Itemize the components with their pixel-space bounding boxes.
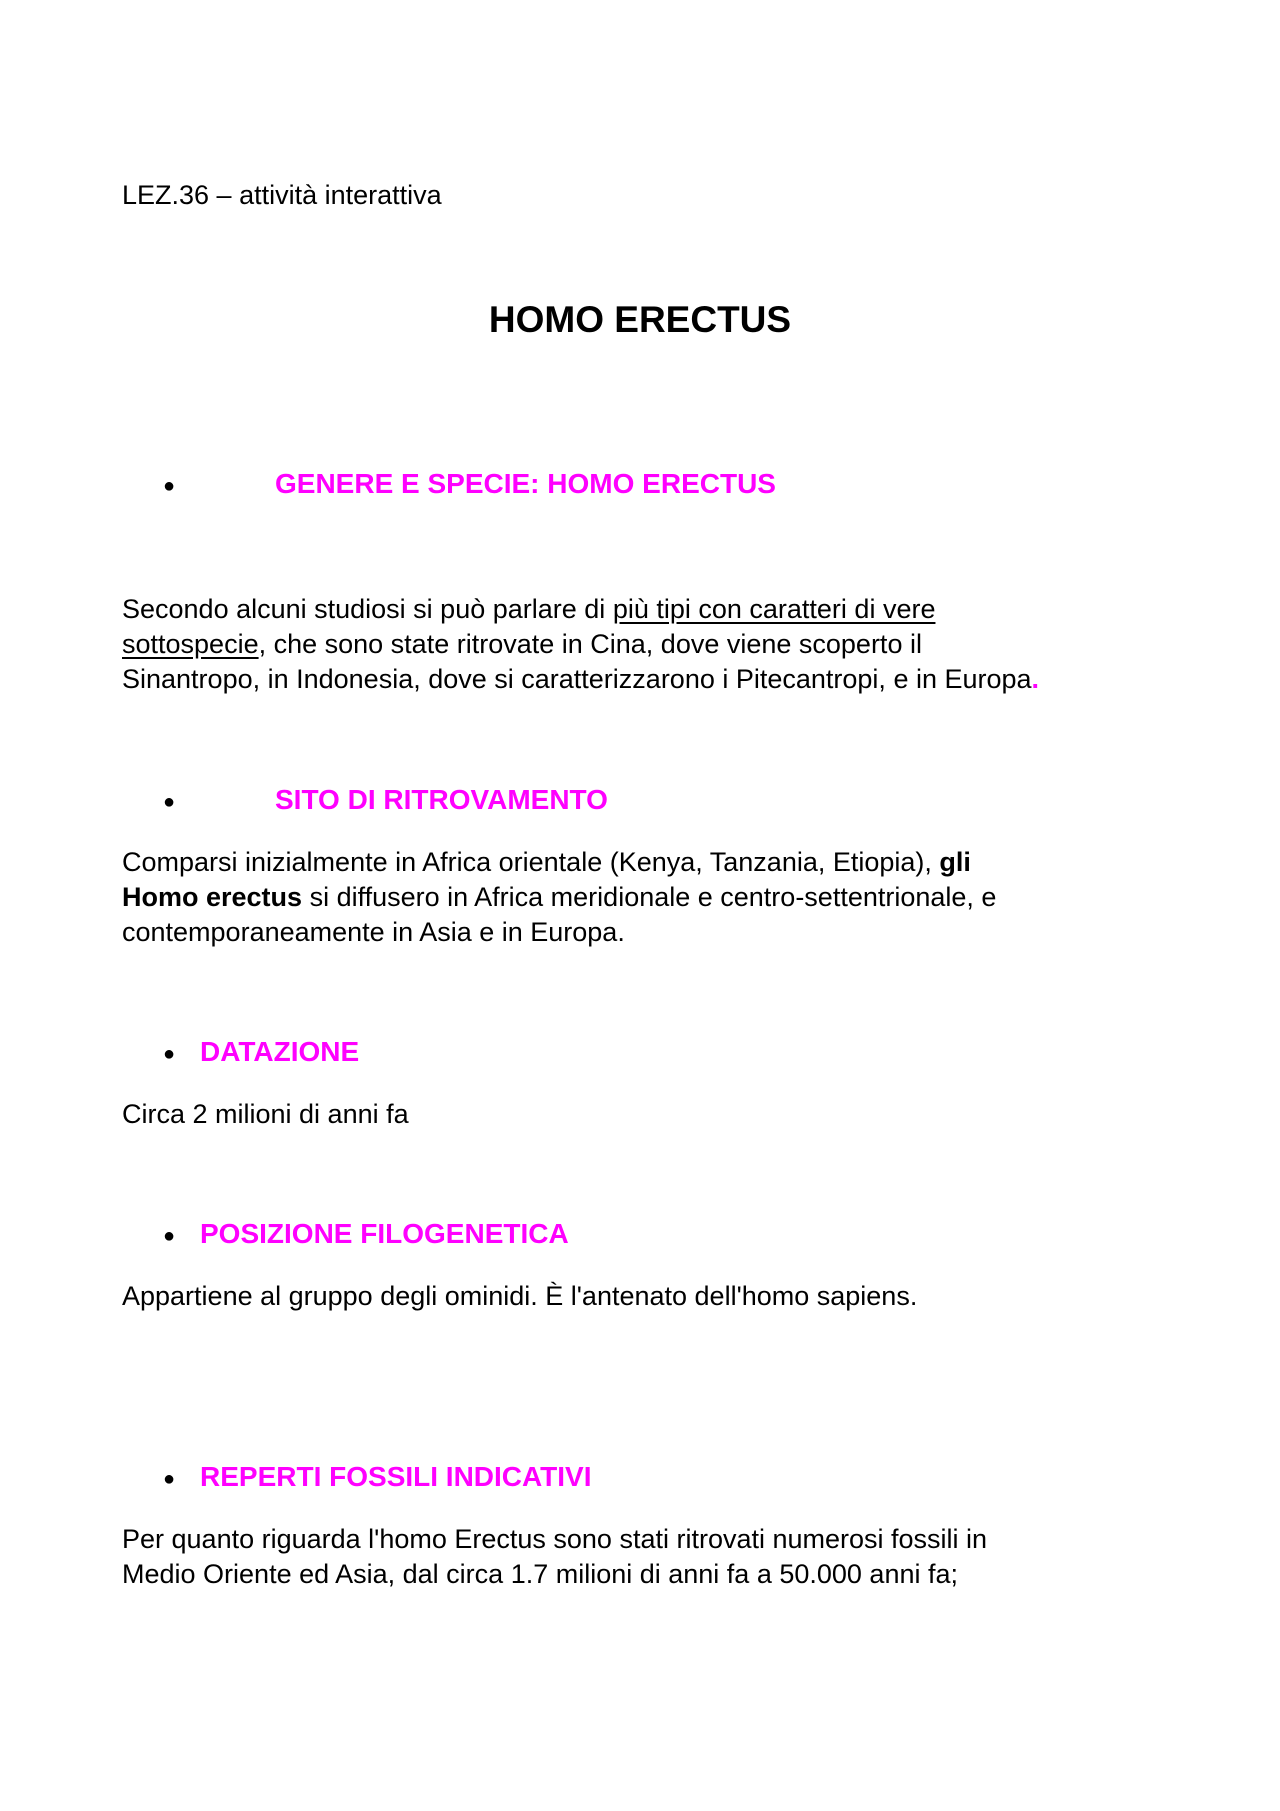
text-run: Appartiene al gruppo degli ominidi. È l'antenato dell'homo sapiens. xyxy=(122,1281,918,1311)
underlined-text: sottospecie xyxy=(122,629,259,659)
pink-period: . xyxy=(1031,664,1040,694)
heading-reperti: REPERTI FOSSILI INDICATIVI xyxy=(200,1461,592,1492)
bullet-icon: ● xyxy=(163,475,176,497)
document-title: HOMO ERECTUS xyxy=(488,299,792,340)
lesson-label: LEZ.36 – attività interattiva xyxy=(122,180,442,210)
heading-datazione: DATAZIONE xyxy=(200,1036,360,1067)
text-run: , che sono state ritrovate in Cina, dove viene scoperto il xyxy=(258,629,922,659)
text-run: Circa 2 milioni di anni fa xyxy=(122,1099,409,1129)
heading-posizione: POSIZIONE FILOGENETICA xyxy=(200,1218,569,1249)
paragraph-posizione xyxy=(122,1279,1162,1314)
bold-text: Homo erectus xyxy=(122,882,303,912)
bullet-icon: ● xyxy=(163,791,176,813)
text-run: Secondo alcuni studiosi si può parlare di xyxy=(122,594,613,624)
text-run: si diffusero in Africa meridionale e centro-settentrionale, e xyxy=(302,882,997,912)
text-run: Per quanto riguarda l'homo Erectus sono stati ritrovati numerosi fossili in xyxy=(122,1524,988,1554)
paragraph-datazione xyxy=(122,1097,1162,1132)
heading-genere: GENERE E SPECIE: HOMO ERECTUS xyxy=(275,468,776,499)
heading-sito: SITO DI RITROVAMENTO xyxy=(275,784,608,815)
bullet-icon: ● xyxy=(163,1468,176,1490)
paragraph-reperti xyxy=(122,1522,1162,1592)
text-run: contemporaneamente in Asia e in Europa. xyxy=(122,917,625,947)
text-run: Sinantropo, in Indonesia, dove si caratterizzarono i Pitecantropi, e in Europa xyxy=(122,664,1032,694)
paragraph-sito xyxy=(122,845,1162,950)
bullet-icon: ● xyxy=(163,1225,176,1247)
underlined-text: più tipi con caratteri di vere xyxy=(612,594,936,624)
bold-text: gli xyxy=(939,847,971,877)
bullet-icon: ● xyxy=(163,1043,176,1065)
text-run: Medio Oriente ed Asia, dal circa 1.7 milioni di anni fa a 50.000 anni fa; xyxy=(122,1559,958,1589)
text-run: Comparsi inizialmente in Africa orientale (Kenya, Tanzania, Etiopia), xyxy=(122,847,940,877)
paragraph-genere xyxy=(122,592,1162,697)
